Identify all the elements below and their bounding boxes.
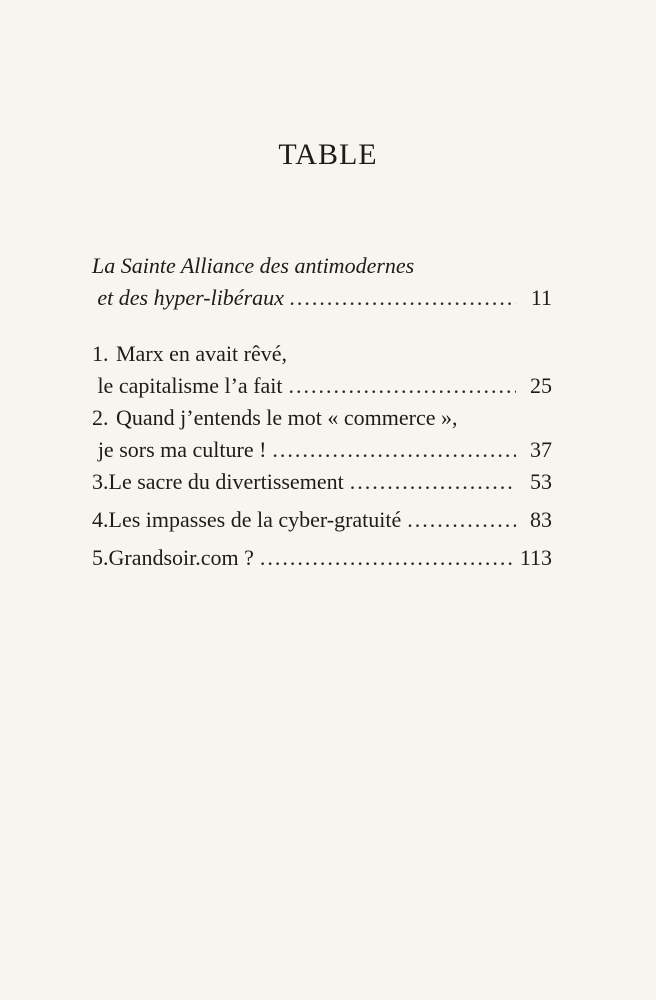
chapter-number: 3. [92,469,109,494]
toc-entry-chapter-4 [92,504,552,536]
page-number: 25 [530,373,552,398]
page-number: 83 [530,507,552,532]
entry-title-line1: La Sainte Alliance des antimodernes [92,253,415,278]
page-number: 53 [530,469,552,494]
entry-title-line1: Marx en avait rêvé, [116,341,288,366]
dot-leader [260,542,514,574]
chapter-number: 4. [92,507,109,532]
chapter-number: 5. [92,545,109,570]
toc-entry-chapter-1 [92,338,552,402]
toc-entry-chapter-3 [92,466,552,498]
toc-entry-chapter-5 [92,542,552,574]
dot-leader [407,504,516,536]
toc-entry-intro [92,250,552,314]
toc-entry-chapter-2 [92,402,552,466]
page-title: TABLE [278,138,378,171]
toc-line [92,250,552,282]
toc-line [92,282,552,314]
entry-title-line1: Quand j’entends le mot « commerce », [116,405,458,430]
chapter-number: 1. [92,341,109,366]
entry-title-line1: Les impasses de la cyber-gratuité [108,507,402,532]
page-number: 113 [519,545,552,570]
entry-title-line2: je sors ma culture ! [97,437,267,462]
chapter-number: 2. [92,405,109,430]
entry-title-line2: et des hyper-libéraux [97,285,284,310]
entry-title-line1: Grandsoir.com ? [108,545,254,570]
entry-title-line1: Le sacre du divertissement [108,469,344,494]
page-number: 11 [530,285,552,310]
dot-leader [350,466,516,498]
dot-leader [289,370,516,402]
page-number: 37 [530,437,552,462]
dot-leader [272,434,516,466]
dot-leader [290,282,516,314]
entry-title-line2: le capitalisme l’a fait [97,373,283,398]
